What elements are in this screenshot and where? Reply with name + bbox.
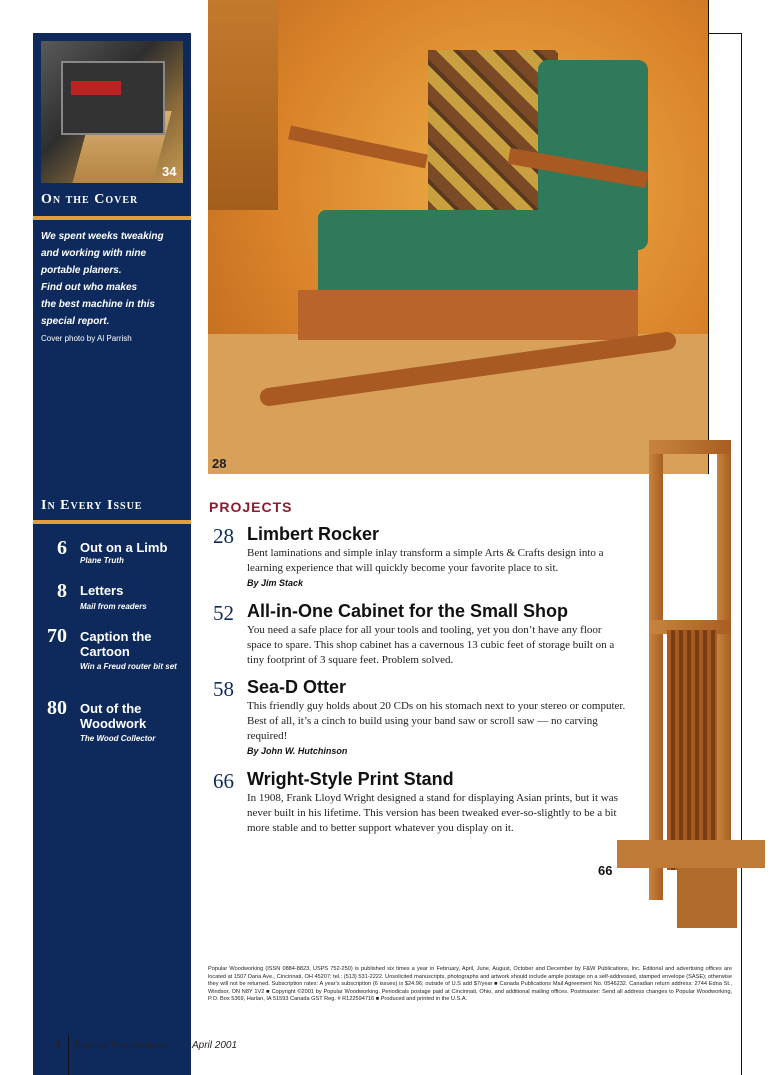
cover-rule <box>33 216 191 220</box>
photo-border <box>708 0 709 474</box>
publication-fine-print: Popular Woodworking (ISSN 0884-8823, USPS 752-250) is published six times a year in February, April, June, August, October and December by F&W Publications, Inc. Editorial and advertising offices are located at 1507 Dana Ave., Cincinnati, OH 45207; tel.: (513) 531-2222. Unsolicited manuscripts, photographs and artwork should include ample postage on a self-addressed, stamped envelope (SASE); otherwise they will not be returned. Subscription rates: A year's subscription (6 issues) is $24.96; outside of U.S add $7/year ■ Canada Publications Mail Agreement No. 0546232. Canadian return address: 2744 Edna St., Windsor, ON N8Y 1V2 ■ Copyright ©2001 by Popular Woodworking. Periodicals postage paid at Cincinnati, Ohio, and additional mailing offices. Postmaster: Send all address changes to Popular Woodworking, P.O. Box 5369, Harlan, IA 51593 Canada GST Reg. # R122594716 ■ Produced and printed in the U.S.A. <box>208 966 732 1003</box>
rocker-page-ref: 28 <box>212 456 227 471</box>
cover-heading: On the Cover <box>41 192 139 207</box>
rocker-photo <box>208 0 708 474</box>
cover-credit: Cover photo by Al Parrish <box>41 334 132 343</box>
footer-magazine: Popular Woodworking <box>75 1040 170 1051</box>
every-issue-rule <box>33 520 191 524</box>
cover-page-ref: 34 <box>162 164 177 179</box>
every-issue-heading: In Every Issue <box>41 498 143 513</box>
stand-page-ref: 66 <box>598 863 613 878</box>
footer-issue: April 2001 <box>192 1040 238 1051</box>
footer-page-number: 4 <box>55 1040 61 1051</box>
print-stand-photo <box>617 440 767 930</box>
page-rule-top <box>708 33 741 34</box>
cover-blurb: We spent weeks tweaking and working with nine portable planers. Find out who makes the best machine in this special report. <box>41 231 164 327</box>
projects-heading: PROJECTS <box>209 499 293 515</box>
cover-photo-planer <box>41 41 183 183</box>
footer-divider <box>68 1035 69 1075</box>
